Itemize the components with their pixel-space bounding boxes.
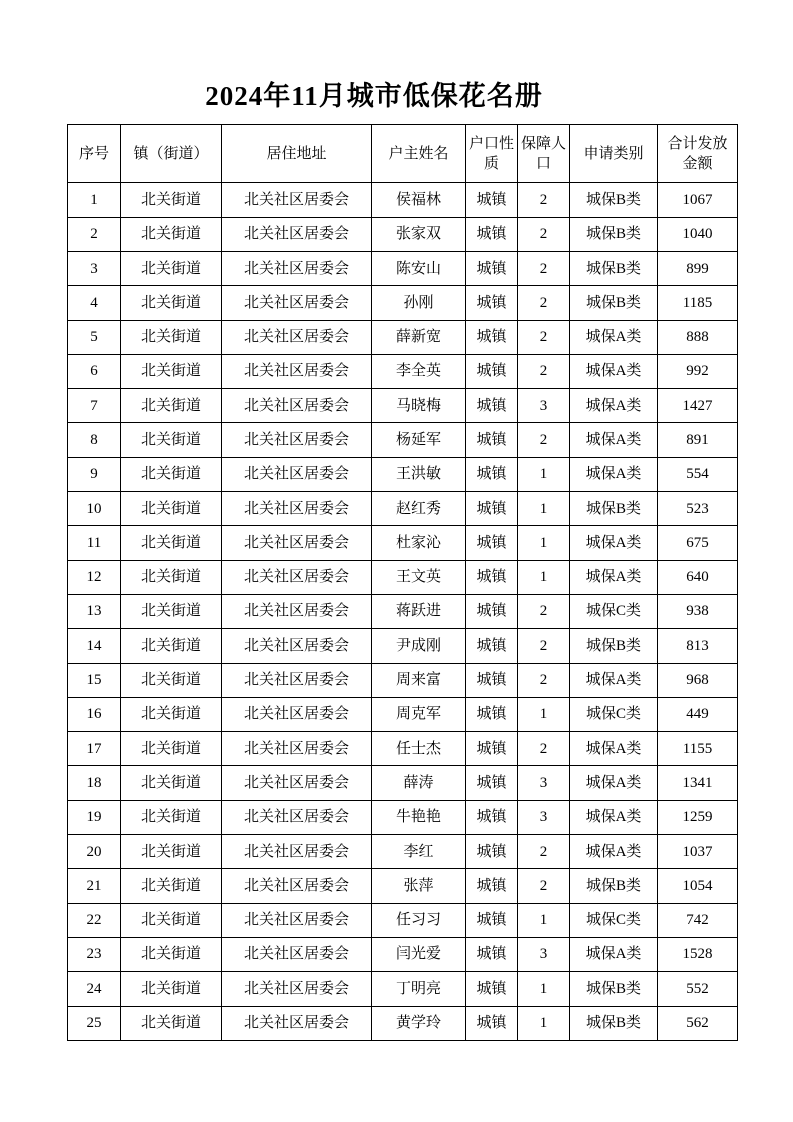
table-cell: 2 bbox=[518, 423, 570, 457]
table-cell: 2 bbox=[518, 183, 570, 217]
table-cell: 北关街道 bbox=[121, 526, 222, 560]
header-cell-2: 居住地址 bbox=[222, 125, 372, 183]
table-cell: 城镇 bbox=[466, 389, 518, 423]
table-cell: 2 bbox=[518, 869, 570, 903]
table-row bbox=[68, 560, 738, 594]
table-cell: 周克军 bbox=[372, 697, 466, 731]
table-row bbox=[68, 492, 738, 526]
table-cell: 北关街道 bbox=[121, 972, 222, 1006]
table-cell: 丁明亮 bbox=[372, 972, 466, 1006]
table-row bbox=[68, 389, 738, 423]
table-cell: 北关街道 bbox=[121, 423, 222, 457]
table-cell: 14 bbox=[68, 629, 121, 663]
table-cell: 9 bbox=[68, 457, 121, 491]
table-cell: 968 bbox=[658, 663, 738, 697]
table-cell: 城保B类 bbox=[570, 629, 658, 663]
table-cell: 城保A类 bbox=[570, 937, 658, 971]
table-cell: 城镇 bbox=[466, 286, 518, 320]
header-cell-0: 序号 bbox=[68, 125, 121, 183]
table-cell: 7 bbox=[68, 389, 121, 423]
table-cell: 4 bbox=[68, 286, 121, 320]
table-row bbox=[68, 457, 738, 491]
table-cell: 北关社区居委会 bbox=[222, 251, 372, 285]
table-row bbox=[68, 697, 738, 731]
header-row bbox=[68, 125, 738, 183]
header-cell-4: 户口性质 bbox=[466, 125, 518, 183]
table-cell: 2 bbox=[518, 217, 570, 251]
table-cell: 23 bbox=[68, 937, 121, 971]
table-cell: 城保B类 bbox=[570, 869, 658, 903]
table-cell: 888 bbox=[658, 320, 738, 354]
table-cell: 1037 bbox=[658, 835, 738, 869]
table-cell: 城保C类 bbox=[570, 594, 658, 628]
table-cell: 城镇 bbox=[466, 1006, 518, 1040]
table-row bbox=[68, 937, 738, 971]
table-cell: 2 bbox=[518, 835, 570, 869]
table-cell: 城保C类 bbox=[570, 903, 658, 937]
table-cell: 王文英 bbox=[372, 560, 466, 594]
table-cell: 1 bbox=[518, 560, 570, 594]
table-cell: 北关社区居委会 bbox=[222, 389, 372, 423]
table-cell: 马晓梅 bbox=[372, 389, 466, 423]
table-cell: 北关社区居委会 bbox=[222, 800, 372, 834]
table-row bbox=[68, 800, 738, 834]
table-cell: 北关街道 bbox=[121, 903, 222, 937]
table-cell: 城镇 bbox=[466, 526, 518, 560]
table-cell: 城镇 bbox=[466, 217, 518, 251]
table-cell: 北关街道 bbox=[121, 457, 222, 491]
table-row bbox=[68, 354, 738, 388]
table-cell: 1 bbox=[68, 183, 121, 217]
table-cell: 北关社区居委会 bbox=[222, 320, 372, 354]
table-cell: 22 bbox=[68, 903, 121, 937]
table-cell: 城保A类 bbox=[570, 389, 658, 423]
table-cell: 2 bbox=[518, 320, 570, 354]
table-cell: 北关社区居委会 bbox=[222, 732, 372, 766]
table-cell: 陈安山 bbox=[372, 251, 466, 285]
table-cell: 城保A类 bbox=[570, 560, 658, 594]
table-cell: 北关社区居委会 bbox=[222, 629, 372, 663]
table-cell: 3 bbox=[518, 937, 570, 971]
table-cell: 赵红秀 bbox=[372, 492, 466, 526]
table-cell: 李全英 bbox=[372, 354, 466, 388]
table-cell: 北关社区居委会 bbox=[222, 937, 372, 971]
table-cell: 北关社区居委会 bbox=[222, 423, 372, 457]
table-cell: 北关街道 bbox=[121, 320, 222, 354]
table-cell: 2 bbox=[518, 354, 570, 388]
table-cell: 1040 bbox=[658, 217, 738, 251]
table-cell: 北关社区居委会 bbox=[222, 766, 372, 800]
table-cell: 北关社区居委会 bbox=[222, 663, 372, 697]
table-row bbox=[68, 629, 738, 663]
table-cell: 1054 bbox=[658, 869, 738, 903]
table-cell: 城镇 bbox=[466, 800, 518, 834]
table-cell: 薛新宽 bbox=[372, 320, 466, 354]
table-cell: 992 bbox=[658, 354, 738, 388]
table-cell: 北关社区居委会 bbox=[222, 526, 372, 560]
table-cell: 杜家沁 bbox=[372, 526, 466, 560]
table-row bbox=[68, 423, 738, 457]
roster-table bbox=[67, 124, 738, 1040]
table-cell: 449 bbox=[658, 697, 738, 731]
table-cell: 2 bbox=[518, 732, 570, 766]
table-cell: 1427 bbox=[658, 389, 738, 423]
table-cell: 北关社区居委会 bbox=[222, 457, 372, 491]
header-cell-7: 合计发放金额 bbox=[658, 125, 738, 183]
table-row bbox=[68, 835, 738, 869]
table-cell: 张家双 bbox=[372, 217, 466, 251]
table-cell: 北关社区居委会 bbox=[222, 869, 372, 903]
table-cell: 北关街道 bbox=[121, 594, 222, 628]
table-cell: 1 bbox=[518, 492, 570, 526]
table-cell: 3 bbox=[518, 389, 570, 423]
table-cell: 562 bbox=[658, 1006, 738, 1040]
table-cell: 黄学玲 bbox=[372, 1006, 466, 1040]
table-cell: 北关街道 bbox=[121, 766, 222, 800]
table-cell: 任士杰 bbox=[372, 732, 466, 766]
table-cell: 城镇 bbox=[466, 320, 518, 354]
table-cell: 938 bbox=[658, 594, 738, 628]
table-cell: 21 bbox=[68, 869, 121, 903]
table-body bbox=[68, 183, 738, 1040]
table-cell: 城保B类 bbox=[570, 217, 658, 251]
table-row bbox=[68, 663, 738, 697]
table-cell: 10 bbox=[68, 492, 121, 526]
table-cell: 2 bbox=[518, 286, 570, 320]
table-cell: 6 bbox=[68, 354, 121, 388]
table-cell: 1 bbox=[518, 526, 570, 560]
table-cell: 城保A类 bbox=[570, 766, 658, 800]
table-cell: 北关街道 bbox=[121, 183, 222, 217]
table-cell: 城镇 bbox=[466, 423, 518, 457]
table-cell: 城镇 bbox=[466, 732, 518, 766]
table-cell: 北关街道 bbox=[121, 663, 222, 697]
table-cell: 城保A类 bbox=[570, 835, 658, 869]
table-cell: 侯福林 bbox=[372, 183, 466, 217]
table-cell: 城保A类 bbox=[570, 423, 658, 457]
table-cell: 城保C类 bbox=[570, 697, 658, 731]
table-cell: 城镇 bbox=[466, 251, 518, 285]
table-cell: 薛涛 bbox=[372, 766, 466, 800]
table-cell: 城保A类 bbox=[570, 320, 658, 354]
table-cell: 孙刚 bbox=[372, 286, 466, 320]
table-row bbox=[68, 766, 738, 800]
table-cell: 北关街道 bbox=[121, 629, 222, 663]
table-cell: 城保A类 bbox=[570, 732, 658, 766]
table-cell: 1067 bbox=[658, 183, 738, 217]
table-cell: 1341 bbox=[658, 766, 738, 800]
table-cell: 北关社区居委会 bbox=[222, 972, 372, 1006]
table-cell: 城保A类 bbox=[570, 354, 658, 388]
table-cell: 城镇 bbox=[466, 869, 518, 903]
table-cell: 8 bbox=[68, 423, 121, 457]
table-cell: 552 bbox=[658, 972, 738, 1006]
table-cell: 17 bbox=[68, 732, 121, 766]
table-cell: 北关社区居委会 bbox=[222, 835, 372, 869]
table-cell: 北关社区居委会 bbox=[222, 1006, 372, 1040]
table-cell: 北关街道 bbox=[121, 354, 222, 388]
table-cell: 北关街道 bbox=[121, 560, 222, 594]
table-cell: 北关街道 bbox=[121, 800, 222, 834]
table-row bbox=[68, 869, 738, 903]
table-cell: 899 bbox=[658, 251, 738, 285]
table-cell: 城镇 bbox=[466, 183, 518, 217]
table-cell: 1259 bbox=[658, 800, 738, 834]
header-cell-6: 申请类别 bbox=[570, 125, 658, 183]
table-cell: 北关社区居委会 bbox=[222, 560, 372, 594]
table-cell: 城保A类 bbox=[570, 663, 658, 697]
table-cell: 北关街道 bbox=[121, 937, 222, 971]
table-cell: 城保B类 bbox=[570, 1006, 658, 1040]
header-cell-5: 保障人口 bbox=[518, 125, 570, 183]
table-row bbox=[68, 526, 738, 560]
table-row bbox=[68, 320, 738, 354]
table-cell: 北关社区居委会 bbox=[222, 217, 372, 251]
table-cell: 城保B类 bbox=[570, 492, 658, 526]
table-cell: 675 bbox=[658, 526, 738, 560]
table-cell: 城保A类 bbox=[570, 800, 658, 834]
header-cell-1: 镇（街道） bbox=[121, 125, 222, 183]
table-cell: 北关街道 bbox=[121, 251, 222, 285]
table-cell: 李红 bbox=[372, 835, 466, 869]
table-cell: 城镇 bbox=[466, 972, 518, 1006]
table-cell: 城镇 bbox=[466, 560, 518, 594]
table-cell: 523 bbox=[658, 492, 738, 526]
table-cell: 北关街道 bbox=[121, 389, 222, 423]
table-cell: 3 bbox=[68, 251, 121, 285]
table-cell: 11 bbox=[68, 526, 121, 560]
table-cell: 北关街道 bbox=[121, 286, 222, 320]
table-cell: 北关街道 bbox=[121, 1006, 222, 1040]
table-cell: 城镇 bbox=[466, 457, 518, 491]
table-cell: 1 bbox=[518, 697, 570, 731]
table-cell: 张萍 bbox=[372, 869, 466, 903]
table-cell: 蒋跃进 bbox=[372, 594, 466, 628]
table-cell: 城保B类 bbox=[570, 251, 658, 285]
table-cell: 18 bbox=[68, 766, 121, 800]
table-cell: 周来富 bbox=[372, 663, 466, 697]
table-cell: 城保B类 bbox=[570, 286, 658, 320]
table-cell: 1185 bbox=[658, 286, 738, 320]
table-cell: 13 bbox=[68, 594, 121, 628]
table-cell: 5 bbox=[68, 320, 121, 354]
table-cell: 北关街道 bbox=[121, 492, 222, 526]
table-row bbox=[68, 972, 738, 1006]
table-cell: 杨延军 bbox=[372, 423, 466, 457]
table-cell: 城保B类 bbox=[570, 183, 658, 217]
table-cell: 2 bbox=[518, 251, 570, 285]
table-cell: 北关社区居委会 bbox=[222, 183, 372, 217]
table-cell: 742 bbox=[658, 903, 738, 937]
table-cell: 城镇 bbox=[466, 937, 518, 971]
table-cell: 城镇 bbox=[466, 697, 518, 731]
table-row bbox=[68, 183, 738, 217]
table-cell: 北关街道 bbox=[121, 697, 222, 731]
table-row bbox=[68, 594, 738, 628]
table-cell: 554 bbox=[658, 457, 738, 491]
table-row bbox=[68, 732, 738, 766]
table-cell: 北关社区居委会 bbox=[222, 697, 372, 731]
table-cell: 北关街道 bbox=[121, 835, 222, 869]
table-cell: 1 bbox=[518, 1006, 570, 1040]
page-title: 2024年11月城市低保花名册 bbox=[205, 81, 543, 111]
table-cell: 城镇 bbox=[466, 629, 518, 663]
table-cell: 3 bbox=[518, 766, 570, 800]
table-cell: 城保B类 bbox=[570, 972, 658, 1006]
table-cell: 19 bbox=[68, 800, 121, 834]
table-cell: 城镇 bbox=[466, 766, 518, 800]
table-cell: 城镇 bbox=[466, 354, 518, 388]
table-cell: 北关社区居委会 bbox=[222, 903, 372, 937]
table-cell: 王洪敏 bbox=[372, 457, 466, 491]
table-cell: 任习习 bbox=[372, 903, 466, 937]
table-cell: 城保A类 bbox=[570, 526, 658, 560]
table-cell: 北关社区居委会 bbox=[222, 594, 372, 628]
table-row bbox=[68, 217, 738, 251]
table-cell: 20 bbox=[68, 835, 121, 869]
table-cell: 1 bbox=[518, 903, 570, 937]
table-cell: 闫光爱 bbox=[372, 937, 466, 971]
table-cell: 813 bbox=[658, 629, 738, 663]
table-cell: 北关社区居委会 bbox=[222, 492, 372, 526]
table-cell: 12 bbox=[68, 560, 121, 594]
table-cell: 3 bbox=[518, 800, 570, 834]
table-cell: 640 bbox=[658, 560, 738, 594]
table-cell: 城镇 bbox=[466, 903, 518, 937]
table-cell: 2 bbox=[68, 217, 121, 251]
table-cell: 25 bbox=[68, 1006, 121, 1040]
table-cell: 2 bbox=[518, 663, 570, 697]
table-cell: 北关社区居委会 bbox=[222, 286, 372, 320]
table-cell: 16 bbox=[68, 697, 121, 731]
table-cell: 北关街道 bbox=[121, 869, 222, 903]
table-row bbox=[68, 1006, 738, 1040]
table-cell: 城镇 bbox=[466, 594, 518, 628]
table-cell: 北关社区居委会 bbox=[222, 354, 372, 388]
table-cell: 891 bbox=[658, 423, 738, 457]
table-header bbox=[68, 125, 738, 183]
table-cell: 北关街道 bbox=[121, 217, 222, 251]
table-cell: 北关街道 bbox=[121, 732, 222, 766]
table-row bbox=[68, 251, 738, 285]
table-cell: 1528 bbox=[658, 937, 738, 971]
table-cell: 15 bbox=[68, 663, 121, 697]
table-cell: 1155 bbox=[658, 732, 738, 766]
table-cell: 牛艳艳 bbox=[372, 800, 466, 834]
table-cell: 2 bbox=[518, 629, 570, 663]
table-row bbox=[68, 903, 738, 937]
header-cell-3: 户主姓名 bbox=[372, 125, 466, 183]
table-cell: 城镇 bbox=[466, 492, 518, 526]
table-cell: 城镇 bbox=[466, 835, 518, 869]
table-cell: 24 bbox=[68, 972, 121, 1006]
table-cell: 尹成刚 bbox=[372, 629, 466, 663]
table-cell: 1 bbox=[518, 457, 570, 491]
table-row bbox=[68, 286, 738, 320]
table-cell: 城镇 bbox=[466, 663, 518, 697]
table-cell: 城保A类 bbox=[570, 457, 658, 491]
table-cell: 1 bbox=[518, 972, 570, 1006]
table-cell: 2 bbox=[518, 594, 570, 628]
